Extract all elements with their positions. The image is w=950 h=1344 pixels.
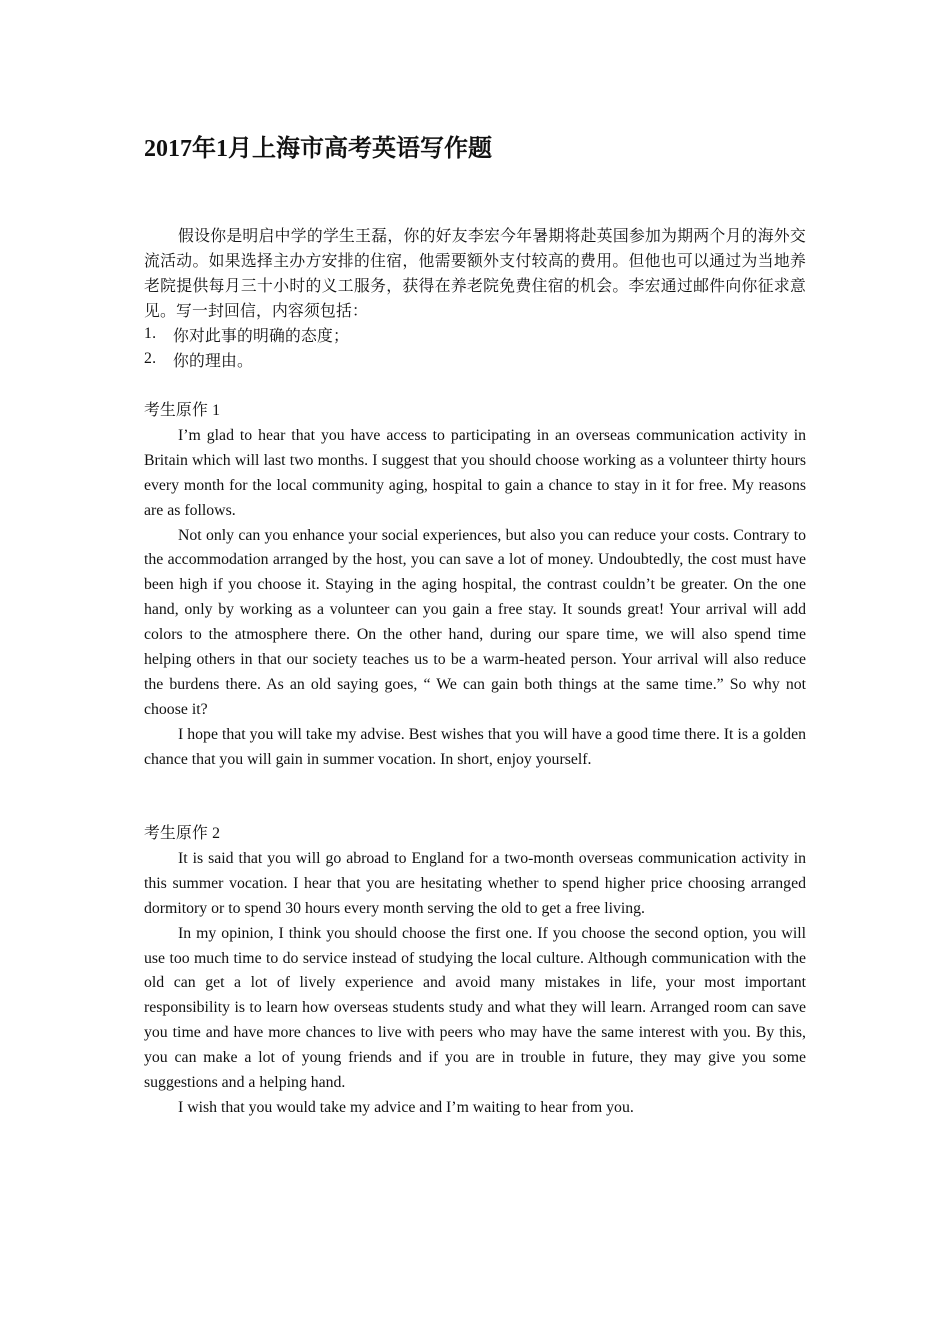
essay-paragraph: Not only can you enhance your social experiences, but also you can reduce your costs. Contrary to the accommodation arranged by the host, you can save a lot of money. Undoubtedly, the cost must have been high if you choose it. Staying in the aging hospital, the contrast couldn’t be greater. On the one hand, only by working as a volunteer can you gain a free stay. It sounds great! Your arrival will add colors to the atmosphere there. On the other hand, during our spare time, we will also spend time helping others in that our society teaches us to be a warm-heated person. Your arrival will also reduce the burdens there. As an old saying goes, “ We can gain both things at the same time.” So why not choose it? (144, 526, 806, 718)
essay-paragraph: I hope that you will take my advise. Best wishes that you will have a good time there. It is a golden chance that you will gain in summer vocation. In short, enjoy yourself. (144, 725, 806, 768)
sample-essay-1 (144, 399, 806, 773)
sample-essay-2 (144, 822, 806, 1121)
essay-paragraph: In my opinion, I think you should choose the first one. If you choose the second option, you will use too much time to do service instead of studying the local culture. Although communication with the old can get a lot of lively experience and avoid many mistakes in life, your most important responsibility is to learn how overseas students study and what they will learn. Arranged room can save you time and have more chances to live with peers who may have the same interest with you. By this, you can make a lot of young friends and if you are in trouble in future, they may give you some suggestions and a helping hand. (144, 924, 806, 1092)
list-text: 你对此事的明确的态度； (173, 327, 349, 345)
essay-paragraph: I wish that you would take my advice and I’m waiting to hear from you. (178, 1098, 634, 1116)
prompt-list-item (144, 325, 806, 350)
list-number: 1. (144, 324, 157, 342)
prompt-list-item (144, 350, 806, 375)
document-title: 2017年1月上海市高考英语写作题 (144, 136, 492, 162)
essay-heading: 考生原作 1 (144, 402, 221, 419)
list-number: 2. (144, 349, 157, 367)
essay-heading: 考生原作 2 (144, 825, 221, 842)
list-text: 你的理由。 (173, 352, 253, 370)
essay-paragraph: I’m glad to hear that you have access to participating in an overseas communication activity in Britain which will last two months. I suggest that you should choose working as a volunteer thirty hours every month for the local community aging, hospital to gain a chance to stay in it for free. My reasons are as follows. (144, 426, 806, 519)
task-prompt (144, 225, 806, 374)
essay-paragraph: It is said that you will go abroad to England for a two-month overseas communication activity in this summer vocation. I hear that you are hesitating whether to spend higher price choosing arranged dormitory or to spend 30 hours every month serving the old to get a free living. (144, 849, 806, 917)
prompt-paragraph: 假设你是明启中学的学生王磊，你的好友李宏今年暑期将赴英国参加为期两个月的海外交流活动。如果选择主办方安排的住宿，他需要额外支付较高的费用。但他也可以通过为当地养老院提供每月三十小时的义工服务，获得在养老院免费住宿的机会。李宏通过邮件向你征求意见。写一封回信，内容须包括： (144, 228, 806, 320)
